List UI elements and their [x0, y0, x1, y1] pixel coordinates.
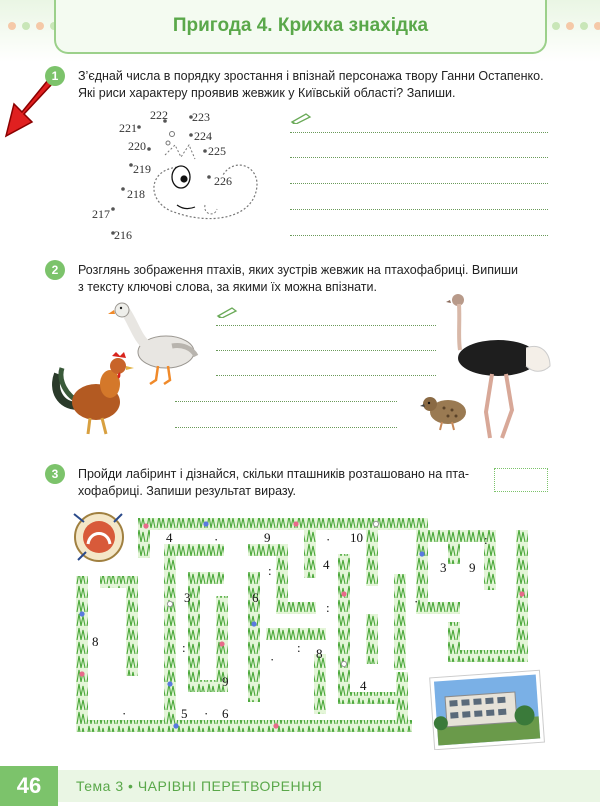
footer [0, 766, 600, 806]
task2-text-line2: з тексту ключові слова, за якими їх можна впізнати. [78, 280, 377, 294]
task3-number: 3 [45, 464, 65, 484]
maze-symbol: · [270, 652, 275, 667]
maze-symbol: 3 [184, 590, 191, 605]
maze-symbol: 9 [264, 530, 271, 545]
maze-symbol: · [122, 706, 127, 721]
maze-symbol: 8 [316, 646, 323, 661]
maze-symbol: 6 [222, 706, 229, 721]
footer-band [58, 770, 600, 802]
maze-symbol: : [182, 640, 186, 655]
maze-symbol: : [484, 532, 488, 547]
dot-label-226: 226 [214, 174, 232, 188]
task2-number: 2 [45, 260, 65, 280]
rooster-image [52, 350, 138, 436]
dot-to-dot-picture [85, 105, 275, 245]
page-number: 46 [0, 766, 58, 806]
maze-symbol: · [414, 594, 419, 609]
maze-symbol: · [214, 532, 219, 547]
dot-label-221: 221 [119, 121, 137, 135]
task3-text-line1: Пройди лабіринт і дізнайся, скільки пташників розташовано на пта- [78, 467, 470, 481]
answer-line[interactable] [216, 325, 436, 326]
dot-label-216: 216 [114, 228, 132, 242]
answer-line[interactable] [216, 350, 436, 351]
maze-symbol: 10 [350, 530, 363, 545]
answer-line[interactable] [290, 183, 548, 184]
maze-symbol: 4 [166, 530, 173, 545]
dot-label-219: 219 [133, 162, 151, 176]
section-title: Тема 3 • ЧАРІВНІ ПЕРЕТВОРЕННЯ [76, 778, 323, 794]
pencil-icon [290, 112, 312, 124]
maze-symbol: 6 [252, 590, 259, 605]
maze-symbol: 9 [222, 674, 229, 689]
maze-symbol: 8 [92, 634, 99, 649]
maze-symbol: : [326, 600, 330, 615]
maze-symbol: · [204, 706, 209, 721]
task2-text-line1: Розглянь зображення птахів, яких зустрів жевжик на птахофабриці. Випиши [78, 263, 519, 277]
task3-text-line2: хофабриці. Запиши результат виразу. [78, 484, 296, 498]
red-arrow-icon [2, 80, 54, 142]
answer-line[interactable] [216, 375, 436, 376]
poultry-farm-photo [428, 668, 546, 750]
answer-line[interactable] [290, 132, 548, 133]
header-tab [54, 0, 547, 54]
task2-text [78, 262, 552, 296]
answer-line[interactable] [175, 401, 397, 402]
header-dots-left [8, 22, 58, 30]
dot-label-224: 224 [194, 129, 212, 143]
task1-text-line2: Які риси характеру проявив жевжик у Київській області? Запиши. [78, 86, 456, 100]
dot-label-225: 225 [208, 144, 226, 158]
answer-line[interactable] [290, 209, 548, 210]
dot-label-220: 220 [128, 139, 146, 153]
task3-text [78, 466, 488, 500]
answer-line[interactable] [290, 235, 548, 236]
dot-label-217: 217 [92, 207, 110, 221]
maze-symbol: 4 [323, 557, 330, 572]
answer-box[interactable] [494, 468, 548, 492]
maze-symbol: 4 [360, 678, 367, 693]
dot-label-222: 222 [150, 108, 168, 122]
task1-text [78, 68, 578, 102]
maze-symbol: · [326, 532, 331, 547]
maze-symbol: : [297, 640, 301, 655]
answer-line[interactable] [175, 427, 397, 428]
task1-number: 1 [45, 66, 65, 86]
maze-symbol: 9 [469, 560, 476, 575]
task1-text-line1: З’єднай числа в порядку зростання і впізнай персонажа твору Ганни Остапенко. [78, 69, 544, 83]
header-dots-right [552, 22, 600, 30]
page-title: Пригода 4. Крихка знахідка [172, 15, 429, 36]
answer-line[interactable] [290, 157, 548, 158]
quail-image [420, 392, 472, 432]
dot-label-218: 218 [127, 187, 145, 201]
dot-label-223: 223 [192, 110, 210, 124]
pencil-icon [216, 306, 238, 318]
maze-symbol: : [268, 563, 272, 578]
maze-symbol: 3 [440, 560, 447, 575]
maze-symbol: 5 [181, 706, 188, 721]
